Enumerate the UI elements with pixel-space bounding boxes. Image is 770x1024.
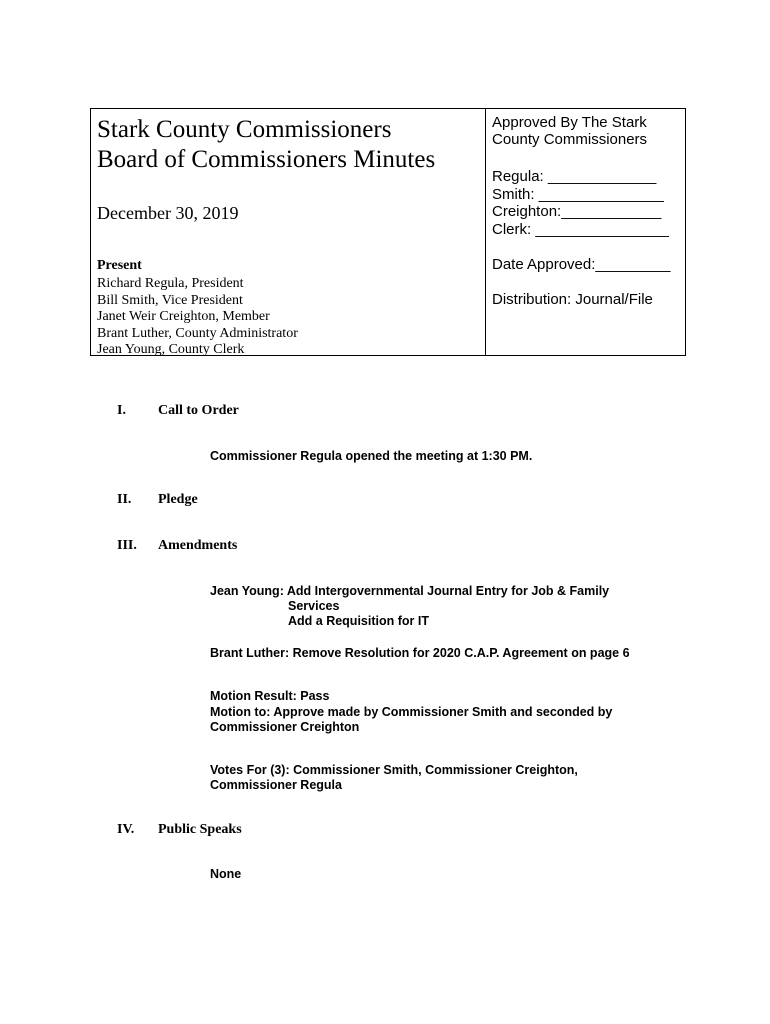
distribution: Distribution: Journal/File [492,291,653,308]
section-3-title: Amendments [158,538,238,553]
section-1-title: Call to Order [158,403,239,418]
member-young: Jean Young, County Clerk [97,342,245,357]
member-creighton: Janet Weir Creighton, Member [97,309,270,324]
section-3-number: III. [117,538,137,553]
amendment-brant: Brant Luther: Remove Resolution for 2020 C.A.P. Agreement on page 6 [210,646,630,660]
section-2-title: Pledge [158,492,198,507]
section-1-number: I. [117,403,126,418]
member-smith: Bill Smith, Vice President [97,292,243,308]
call-to-order-text: Commissioner Regula opened the meeting at 1:30 PM. [210,449,533,463]
approval-clerk: Clerk: ________________ [492,220,669,238]
present-label: Present [97,258,142,273]
motion-to-line-1: Motion to: Approve made by Commissioner Smith and seconded by [210,705,613,719]
header-box [90,108,686,356]
title-line-1: Stark County Commissioners [97,116,392,143]
meeting-date: December 30, 2019 [97,203,239,223]
approval-line-1: Approved By The Stark [492,114,647,131]
section-4-title: Public Speaks [158,822,242,837]
votes-line-1: Votes For (3): Commissioner Smith, Commissioner Creighton, [210,763,578,777]
title-line-2: Board of Commissioners Minutes [97,146,436,173]
member-luther: Brant Luther, County Administrator [97,325,298,341]
approval-creighton: Creighton:____________ [492,203,662,220]
motion-to-line-2: Commissioner Creighton [210,720,360,734]
header-divider [485,109,486,355]
section-4-number: IV. [117,822,135,837]
public-speaks-text: None [210,867,242,881]
motion-result: Motion Result: Pass [210,689,330,703]
approval-smith: Smith: _______________ [492,185,664,203]
amendment-jean-line-3: Add a Requisition for IT [288,614,429,628]
approval-regula: Regula: _____________ [492,168,657,185]
amendment-jean-line-2: Services [288,599,340,613]
member-regula: Richard Regula, President [97,276,244,291]
approval-line-2: County Commissioners [492,131,648,148]
amendment-jean-line-1: Jean Young: Add Intergovernmental Journal Entry for Job & Family [210,584,610,598]
section-2-number: II. [117,492,132,507]
votes-line-2: Commissioner Regula [210,778,342,792]
date-approved: Date Approved:_________ [492,256,671,273]
